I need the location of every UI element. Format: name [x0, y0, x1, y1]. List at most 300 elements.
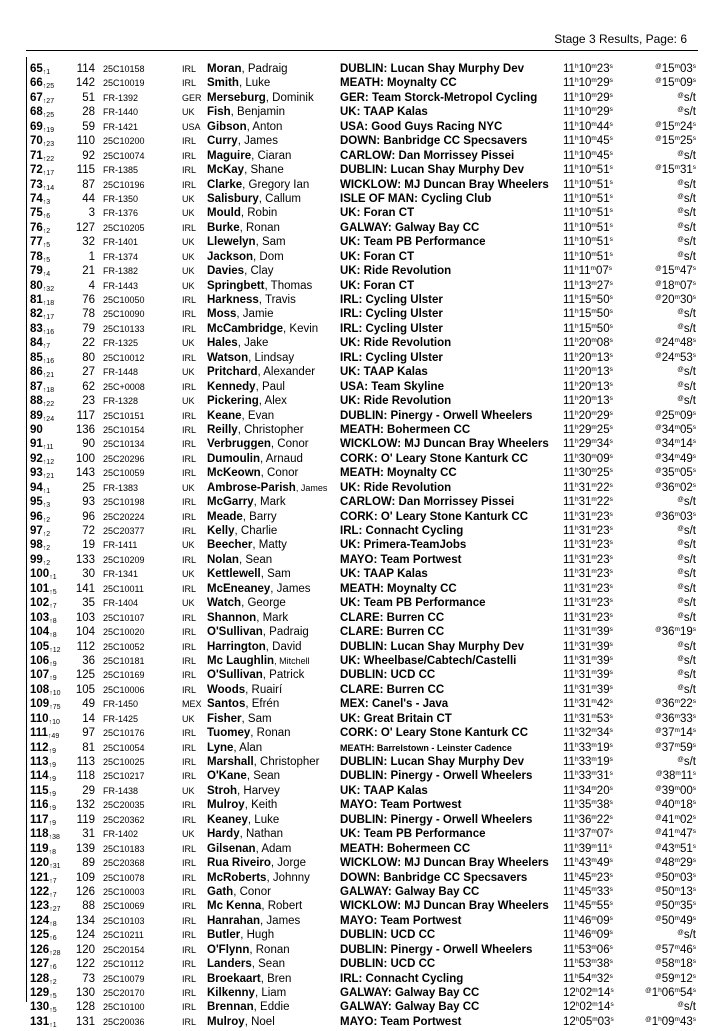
time-cell: 11$^h$29$^m$25$^s$: [563, 423, 613, 436]
licence-cell: 25C10169: [103, 670, 145, 681]
position-cell: $109_{↑75}$: [30, 698, 61, 712]
position-change: ↑32: [42, 285, 55, 293]
gap-cell: @36$^m$22$^s$: [655, 698, 696, 711]
gap-cell: @15$^m$03$^s$: [655, 63, 696, 75]
position-cell: $105_{↑12}$: [30, 640, 61, 654]
position-cell: $102_{↑7}$: [30, 597, 57, 611]
gap-cell: @39$^m$00$^s$: [655, 784, 696, 797]
position-cell: $66_{↑25}$: [30, 77, 55, 91]
licence-cell: FR-1448: [103, 367, 139, 378]
time-cell: 11$^h$15$^m$50$^s$: [563, 322, 613, 335]
table-row: [0, 510, 724, 524]
position-cell: $93_{↑21}$: [30, 467, 55, 481]
table-row: [0, 625, 724, 639]
position-change: ↑27: [49, 906, 61, 914]
position-change: ↑25: [42, 112, 55, 120]
gap-cell: @24$^m$48$^s$: [655, 337, 696, 350]
rider-first-name: , Matty: [252, 539, 287, 552]
time-cell: 11$^h$10$^m$44$^s$: [563, 120, 613, 133]
rider-name-cell: [207, 336, 335, 350]
licence-cell: 25C10079: [103, 973, 145, 984]
gap-cell: @s/t: [677, 929, 696, 942]
team-cell: UK: Team PB Performance: [340, 597, 486, 610]
licence-cell: FR-1402: [103, 829, 139, 840]
rider-first-name: , Padraig: [262, 626, 309, 639]
rider-last-name: Shannon: [207, 611, 257, 624]
rider-first-name: , Sean: [251, 958, 285, 971]
licence-cell: 25C10003: [103, 886, 145, 897]
nationality-cell: IRL: [182, 944, 197, 955]
table-row: [0, 279, 724, 293]
rider-last-name: Meade: [207, 510, 243, 523]
rider-last-name: Harrington: [207, 640, 266, 653]
nationality-cell: IRL: [182, 988, 197, 998]
rider-first-name: , Conor: [233, 885, 271, 898]
gap-cell: @s/t: [677, 178, 696, 191]
licence-cell: 25C10158: [103, 64, 145, 74]
time-cell: 11$^h$31$^m$23$^s$: [563, 597, 613, 610]
rider-name-cell: [207, 567, 335, 581]
team-cell: GALWAY: Galway Bay CC: [340, 885, 480, 898]
nationality-cell: IRL: [182, 655, 197, 666]
gap-cell: @34$^m$05$^s$: [655, 423, 696, 436]
position-cell: $123_{↑27}$: [30, 900, 61, 914]
position-change: ↑3: [42, 502, 51, 510]
rider-first-name: , Clay: [244, 265, 274, 278]
position-change: ↑1: [42, 487, 51, 495]
rider-name-cell: [207, 957, 335, 971]
rider-first-name: , Noel: [244, 1015, 275, 1028]
position-cell: $122_{↑7}$: [30, 885, 57, 899]
gap-cell: @36$^m$19$^s$: [655, 626, 696, 639]
gap-cell: @41$^m$02$^s$: [655, 813, 696, 826]
licence-cell: 25C20377: [103, 526, 145, 536]
licence-cell: FR-1350: [103, 193, 139, 204]
nationality-cell: IRL: [182, 554, 197, 565]
rider-first-name: , Luke: [238, 77, 271, 90]
position-cell: $72_{↑17}$: [30, 164, 55, 178]
nationality-cell: USA: [182, 121, 201, 132]
licence-cell: 25C10151: [103, 410, 145, 421]
position-cell: $101_{↑5}$: [30, 582, 57, 596]
table-row: [0, 481, 724, 495]
nationality-cell: IRL: [182, 64, 197, 74]
team-cell: UK: Foran CT: [340, 250, 415, 263]
position-cell: $125_{↑6}$: [30, 929, 57, 943]
rider-name-cell: [207, 149, 335, 163]
time-cell: 11$^h$33$^m$19$^s$: [563, 741, 613, 754]
rider-first-name: , Benjamin: [230, 106, 285, 119]
position-cell: $92_{↑12}$: [30, 452, 55, 466]
bib-number-cell: 114: [76, 63, 95, 75]
position-cell: $103_{↑8}$: [30, 611, 57, 625]
nationality-cell: IRL: [182, 728, 197, 739]
team-cell: GALWAY: Galway Bay CC: [340, 221, 480, 234]
gap-cell: @s/t: [677, 525, 696, 537]
time-cell: 11$^h$46$^m$09$^s$: [563, 914, 613, 927]
rider-name-cell: [207, 105, 335, 119]
nationality-cell: UK: [182, 367, 195, 378]
rider-last-name: Pritchard: [207, 366, 258, 379]
licence-cell: 25C10103: [103, 915, 145, 926]
gap-cell: @34$^m$49$^s$: [655, 452, 696, 465]
time-cell: 11$^h$34$^m$20$^s$: [563, 784, 613, 797]
nationality-cell: IRL: [182, 468, 197, 479]
position-cell: $113_{↑9}$: [30, 756, 56, 769]
position-change: ↑10: [48, 718, 60, 726]
bib-number-cell: 22: [82, 337, 95, 350]
bib-number-cell: 120: [75, 943, 95, 956]
gap-cell: @s/t: [677, 192, 696, 205]
gap-cell: @s/t: [677, 207, 696, 220]
rider-last-name: Hanrahan: [207, 914, 261, 927]
table-row: [0, 986, 724, 1000]
team-cell: DOWN: Banbridge CC Specsavers: [340, 135, 528, 148]
position-cell: $65_{↑1}$: [30, 63, 51, 76]
licence-cell: 25C10069: [103, 901, 145, 912]
team-cell: MAYO: Team Portwest: [340, 1015, 462, 1028]
position-change: ↑6: [49, 964, 57, 972]
position-cell: $83_{↑16}$: [30, 322, 55, 336]
nationality-cell: UK: [182, 569, 195, 580]
position-change: ↑18: [42, 386, 55, 394]
bib-number-cell: 90: [82, 438, 95, 451]
time-cell: 11$^h$32$^m$34$^s$: [563, 727, 613, 740]
rider-name-cell: [207, 495, 335, 509]
time-cell: 11$^h$31$^m$23$^s$: [563, 553, 613, 566]
position-cell: $87_{↑18}$: [30, 380, 55, 394]
rider-name-cell: [207, 596, 335, 610]
time-cell: 11$^h$39$^m$11$^s$: [563, 842, 612, 855]
nationality-cell: UK: [182, 338, 195, 349]
rider-last-name: McEneaney: [207, 582, 271, 595]
nationality-cell: UK: [182, 598, 195, 609]
bib-number-cell: 23: [82, 395, 95, 408]
licence-cell: 25C10011: [103, 583, 144, 594]
table-row: [0, 755, 724, 769]
position-cell: $88_{↑22}$: [30, 395, 55, 409]
rider-first-name: , Christopher: [253, 756, 320, 768]
position-change: ↑9: [48, 790, 56, 798]
position-cell: $91_{↑11}$: [30, 438, 54, 452]
rider-first-name: , Alexander: [257, 366, 316, 379]
bib-number-cell: 100: [75, 452, 95, 465]
position-cell: $108_{↑10}$: [30, 683, 61, 697]
time-cell: 11$^h$30$^m$09$^s$: [563, 452, 613, 465]
bib-number-cell: 59: [82, 120, 95, 133]
rider-name-cell: [207, 409, 335, 423]
team-cell: CORK: O' Leary Stone Kanturk CC: [340, 452, 529, 465]
time-cell: 11$^h$31$^m$23$^s$: [563, 525, 613, 537]
gap-cell: @50$^m$35$^s$: [655, 900, 696, 913]
team-cell: ISLE OF MAN: Cycling Club: [340, 192, 492, 205]
licence-cell: FR-1450: [103, 699, 139, 710]
position-change: ↑75: [49, 704, 61, 712]
table-row: [0, 871, 724, 885]
nationality-cell: IRL: [182, 179, 197, 190]
gap-cell: @s/t: [677, 582, 696, 595]
nationality-cell: IRL: [182, 78, 197, 89]
team-cell: MEATH: Bohermeen CC: [340, 842, 471, 855]
gap-cell: @s/t: [677, 496, 696, 509]
gap-cell: @s/t: [677, 654, 696, 667]
rider-last-name: McKay: [207, 164, 245, 177]
rider-first-name: , Eddie: [253, 1001, 290, 1014]
licence-cell: 25C10059: [103, 468, 145, 479]
team-cell: CARLOW: Dan Morrissey Pissei: [340, 496, 515, 509]
gap-cell: @s/t: [677, 553, 696, 566]
position-change: ↑9: [48, 762, 56, 769]
bib-number-cell: 28: [82, 106, 95, 119]
table-row: [0, 394, 724, 408]
bib-number-cell: 117: [76, 409, 95, 422]
team-cell: DUBLIN: Pinergy - Orwell Wheelers: [340, 813, 533, 826]
team-cell: DUBLIN: Lucan Shay Murphy Dev: [340, 640, 525, 653]
team-cell: DUBLIN: Pinergy - Orwell Wheelers: [340, 770, 533, 783]
nationality-cell: IRL: [182, 352, 197, 363]
time-cell: 11$^h$10$^m$23$^s$: [563, 63, 613, 75]
licence-cell: FR-1383: [103, 482, 139, 493]
nationality-cell: IRL: [182, 843, 197, 854]
team-cell: DUBLIN: UCD CC: [340, 929, 436, 942]
team-cell: UK: Foran CT: [340, 279, 415, 292]
position-change: ↑3: [42, 198, 51, 206]
rider-last-name: Landers: [207, 958, 252, 971]
time-cell: 11$^h$43$^m$49$^s$: [563, 857, 613, 870]
position-change: ↑2: [42, 531, 51, 538]
position-change: ↑9: [48, 819, 56, 827]
table-row: [0, 423, 724, 437]
team-cell: CLARE: Burren CC: [340, 611, 445, 624]
table-row: [0, 972, 724, 986]
time-cell: 11$^h$10$^m$51$^s$: [563, 250, 613, 263]
bib-number-cell: 29: [82, 784, 95, 797]
licence-cell: FR-1374: [103, 251, 139, 262]
rider-last-name: Woods: [207, 683, 246, 696]
rider-last-name: Beecher: [207, 539, 253, 552]
rider-name-cell: [207, 943, 335, 957]
position-cell: $70_{↑23}$: [30, 135, 55, 149]
team-cell: DUBLIN: Pinergy - Orwell Wheelers: [340, 409, 533, 422]
nationality-cell: IRL: [182, 222, 197, 233]
gap-cell: @s/t: [677, 756, 696, 768]
table-row: [0, 76, 724, 90]
bib-number-cell: 49: [82, 698, 95, 711]
rider-name-cell: [207, 293, 335, 307]
nationality-cell: IRL: [182, 323, 197, 334]
rider-last-name: Broekaart: [207, 972, 261, 985]
licence-cell: 25C20224: [103, 511, 145, 522]
rider-first-name: , George: [241, 597, 286, 610]
table-row: [0, 235, 724, 249]
nationality-cell: IRL: [182, 381, 197, 392]
rider-name-cell: [207, 423, 335, 437]
time-cell: 11$^h$36$^m$22$^s$: [563, 813, 613, 826]
table-row: [0, 827, 724, 841]
bib-number-cell: 1: [88, 250, 95, 263]
rider-last-name: Merseburg: [207, 91, 266, 104]
time-cell: 11$^h$10$^m$51$^s$: [563, 207, 613, 220]
rider-last-name: Smith: [207, 77, 239, 90]
team-cell: MEATH: Moynalty CC: [340, 467, 457, 480]
position-change: ↑9: [49, 660, 57, 668]
nationality-cell: IRL: [182, 886, 197, 897]
gap-cell: @35$^m$05$^s$: [655, 467, 696, 480]
position-change: ↑17: [42, 170, 55, 178]
bib-number-cell: 119: [76, 813, 95, 826]
rider-name-cell: [207, 668, 335, 682]
rider-first-name: , Adam: [255, 842, 292, 855]
table-row: [0, 264, 724, 278]
position-change: ↑5: [42, 256, 51, 264]
licence-cell: FR-1341: [103, 569, 139, 580]
rider-name-cell: [207, 769, 335, 783]
rider-last-name: Marshall: [207, 756, 254, 768]
rider-last-name: McRoberts: [207, 871, 267, 884]
position-cell: $117_{↑9}$: [30, 813, 56, 827]
rider-last-name: Watch: [207, 597, 242, 610]
rider-name-cell: [207, 510, 335, 524]
gap-cell: @s/t: [677, 640, 696, 653]
gap-cell: @57$^m$46$^s$: [655, 943, 696, 956]
bib-number-cell: 87: [82, 178, 95, 191]
time-cell: 11$^h$33$^m$31$^s$: [563, 770, 613, 783]
position-change: ↑5: [42, 242, 51, 250]
licence-cell: 25C20362: [103, 814, 145, 825]
gap-cell: @1$^h$06$^m$54$^s$: [645, 987, 696, 999]
rider-first-name: , David: [265, 640, 302, 653]
table-row: [0, 813, 724, 827]
table-row: [0, 596, 724, 610]
rider-first-name: , Liam: [254, 987, 287, 999]
licence-cell: 25C10209: [103, 554, 145, 565]
rider-last-name: Tuomey: [207, 727, 251, 740]
rider-name-cell: [207, 221, 335, 235]
team-cell: CLARE: Burren CC: [340, 626, 445, 639]
team-cell: UK: TAAP Kalas: [340, 784, 428, 797]
position-change: ↑1: [42, 69, 51, 76]
rider-first-name: , Ronan: [250, 727, 291, 740]
position-change: ↑21: [42, 473, 55, 481]
gap-cell: @s/t: [677, 149, 696, 162]
nationality-cell: UK: [182, 540, 195, 551]
position-cell: $100_{↑1}$: [30, 568, 57, 582]
rider-name-cell: [207, 726, 335, 740]
table-row: [0, 741, 724, 755]
licence-cell: 25C10183: [103, 843, 145, 854]
nationality-cell: IRL: [182, 959, 197, 970]
time-cell: 11$^h$10$^m$51$^s$: [563, 164, 613, 177]
position-cell: $110_{↑10}$: [30, 712, 60, 726]
table-row: [0, 206, 724, 220]
nationality-cell: UK: [182, 713, 195, 724]
rider-first-name: , Mark: [256, 611, 289, 624]
rider-first-name: , Harvey: [237, 784, 280, 797]
licence-cell: FR-1382: [103, 266, 139, 277]
time-cell: 11$^h$35$^m$38$^s$: [563, 799, 613, 812]
position-change: ↑14: [42, 184, 55, 192]
gap-cell: @s/t: [677, 683, 696, 696]
position-cell: $126_{↑28}$: [30, 943, 61, 957]
table-row: [0, 726, 724, 740]
gap-cell: @s/t: [677, 669, 696, 682]
table-row: [0, 712, 724, 726]
bib-number-cell: 27: [82, 366, 95, 379]
rider-name-cell: [207, 712, 335, 726]
team-cell: GALWAY: Galway Bay CC: [340, 1001, 480, 1014]
rider-last-name: Butler: [207, 929, 241, 942]
bib-number-cell: 21: [82, 265, 95, 278]
position-cell: $96_{↑2}$: [30, 510, 51, 524]
rider-first-name: , Mark: [253, 496, 286, 509]
nationality-cell: IRL: [182, 627, 197, 638]
table-row: [0, 293, 724, 307]
rider-name-cell: [207, 741, 335, 755]
nationality-cell: IRL: [182, 742, 197, 753]
rider-last-name: Fish: [207, 106, 231, 119]
team-cell: UK: TAAP Kalas: [340, 568, 428, 581]
nationality-cell: UK: [182, 251, 195, 262]
nationality-cell: IRL: [182, 612, 197, 623]
team-cell: WICKLOW: MJ Duncan Bray Wheelers: [340, 438, 549, 451]
team-cell: MEATH: Moynalty CC: [340, 582, 457, 595]
gap-cell: @s/t: [677, 568, 696, 581]
time-cell: 11$^h$13$^m$27$^s$: [563, 279, 613, 292]
gap-cell: @24$^m$53$^s$: [655, 351, 696, 364]
team-cell: GER: Team Storck-Metropol Cycling: [340, 91, 538, 104]
table-row: [0, 856, 724, 870]
rider-last-name: Moran: [207, 63, 242, 75]
table-row: [0, 178, 724, 192]
time-cell: 11$^h$31$^m$23$^s$: [563, 582, 613, 595]
rider-last-name: Clarke: [207, 178, 243, 191]
rider-name-cell: [207, 206, 335, 220]
position-change: ↑10: [49, 689, 61, 697]
time-cell: 11$^h$53$^m$06$^s$: [563, 943, 613, 956]
rider-last-name: Stroh: [207, 784, 238, 797]
time-cell: 11$^h$20$^m$13$^s$: [563, 395, 613, 408]
team-cell: UK: Team PB Performance: [340, 828, 486, 841]
time-cell: 11$^h$20$^m$13$^s$: [563, 366, 613, 379]
team-cell: UK: Foran CT: [340, 207, 415, 220]
rider-last-name: Rua Riveiro: [207, 857, 271, 870]
position-cell: $77_{↑5}$: [30, 236, 51, 250]
gap-cell: @s/t: [677, 366, 696, 379]
table-row: [0, 495, 724, 509]
rider-name-cell: [207, 986, 335, 1000]
licence-cell: FR-1325: [103, 338, 139, 349]
time-cell: 11$^h$54$^m$32$^s$: [563, 972, 613, 985]
gap-cell: @s/t: [677, 597, 696, 610]
licence-cell: 25C10205: [103, 222, 145, 233]
time-cell: 11$^h$31$^m$22$^s$: [563, 496, 613, 509]
bib-number-cell: 103: [75, 611, 95, 624]
nationality-cell: IRL: [182, 150, 197, 161]
rider-first-name: , Efrén: [245, 698, 280, 711]
rider-last-name: McGarry: [207, 496, 254, 509]
time-cell: 11$^h$10$^m$29$^s$: [563, 91, 613, 104]
position-cell: $89_{↑24}$: [30, 409, 55, 423]
rider-last-name: Dumoulin: [207, 452, 261, 465]
team-cell: DUBLIN: Pinergy - Orwell Wheelers: [340, 943, 533, 956]
team-cell: USA: Team Skyline: [340, 380, 444, 393]
rider-name-cell: [207, 972, 335, 986]
table-row: [0, 134, 724, 148]
rider-name-cell: [207, 914, 335, 928]
bib-number-cell: 118: [76, 770, 95, 783]
licence-cell: 25C10090: [103, 309, 145, 320]
nationality-cell: IRL: [182, 684, 197, 695]
